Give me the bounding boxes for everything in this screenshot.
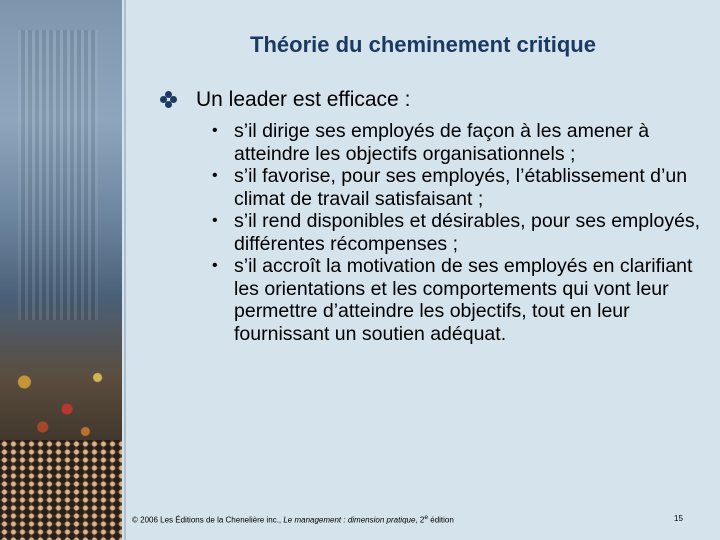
footer-edition-superscript: e: [424, 514, 429, 521]
bullet-text: s’il dirige ses employés de façon à les amener à atteindre les objectifs organisationnels ;: [234, 120, 650, 165]
street-signs-image: [0, 355, 122, 445]
footer-copyright: [132, 514, 692, 525]
crowd-image: [0, 440, 122, 540]
decorative-photo-strip: [0, 0, 122, 540]
bullet-text: s’il accroît la motivation de ses employés en clarifiant les orientations et les comportements qui vont leur permettre d’atteindre les objectifs, tout en leur fournissant un soutien adéquat.: [234, 255, 693, 345]
list-item: [212, 120, 702, 165]
main-point: [160, 88, 700, 112]
four-dot-diamond-icon: [160, 91, 178, 109]
bullet-icon: •: [212, 257, 218, 274]
footer-prefix: © 2006 Les Éditions de la Chenelière inc.,: [132, 515, 284, 525]
bullet-icon: •: [212, 212, 218, 229]
bullet-icon: •: [212, 167, 218, 184]
bullet-text: s’il rend disponibles et désirables, pour ses employés, différentes récompenses ;: [234, 210, 701, 255]
bullet-text: s’il favorise, pour ses employés, l’établissement d’un climat de travail satisfaisant ;: [234, 165, 688, 210]
footer-edition-number: , 2: [415, 515, 425, 525]
bullet-list: [212, 120, 702, 345]
page-number: 15: [674, 514, 683, 523]
main-point-text: Un leader est efficace :: [196, 88, 411, 111]
building-facade-image: [18, 30, 98, 320]
list-item: [212, 255, 702, 345]
footer-edition-suffix: édition: [428, 515, 454, 525]
slide-title: Théorie du cheminement critique: [250, 32, 596, 57]
bullet-icon: •: [212, 122, 218, 139]
list-item: [212, 165, 702, 210]
divider-line: [124, 0, 126, 540]
footer-book-title: Le management : dimension pratique: [283, 515, 416, 525]
list-item: [212, 210, 702, 255]
